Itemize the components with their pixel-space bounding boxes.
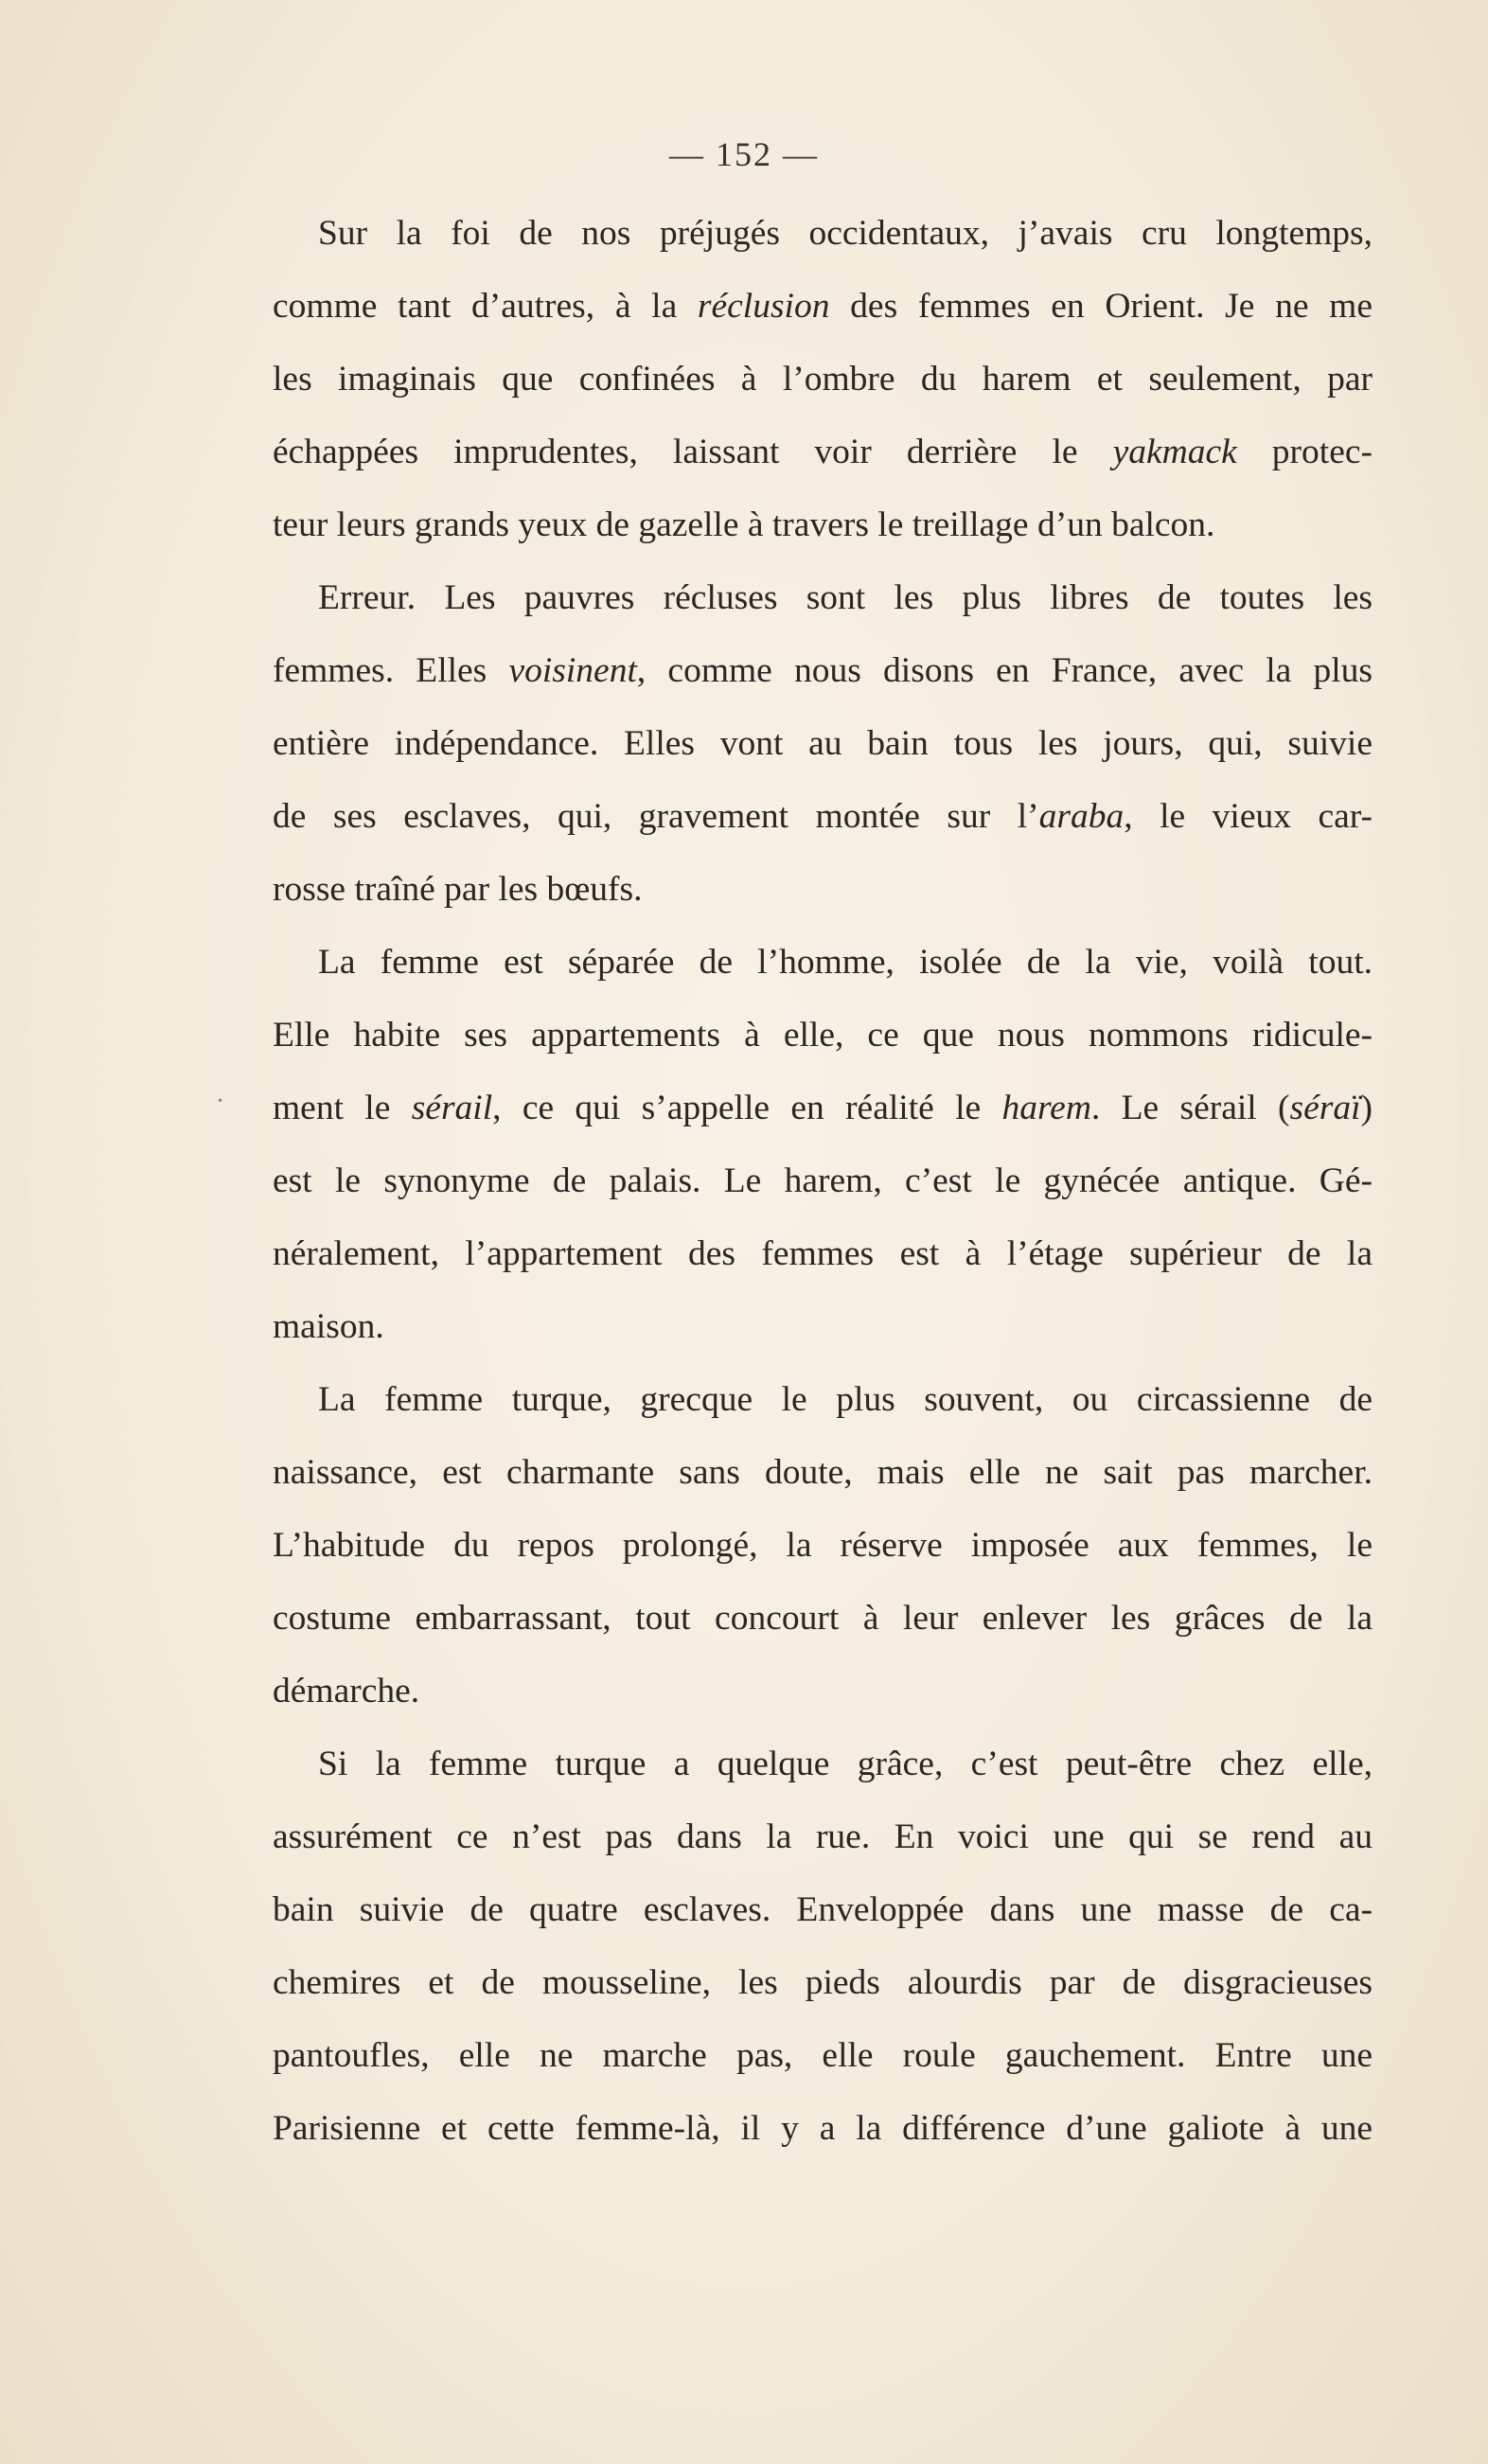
text-run: démarche. [273,1672,420,1711]
text-line [227,1873,1373,1946]
text-run: rosse traîné par les bœufs. [273,870,643,909]
text-run: Erreur. Les pauvres récluses sont les plus libres de toutes les [318,578,1373,617]
italic-term: araba [1038,797,1125,836]
text-line [227,853,1373,926]
text-run: ) [1360,1089,1373,1127]
text-line [227,1217,1373,1290]
italic-term: harem [1001,1089,1091,1127]
text-run: , le vieux car- [1124,797,1373,836]
text-line [227,343,1373,416]
text-line [227,634,1373,707]
paragraph [227,1363,1373,1728]
text-run: les imaginais que confinées à l’ombre du harem et seulement, par [273,360,1373,399]
text-line [227,999,1373,1072]
text-line [227,1144,1373,1217]
text-run: comme tant d’autres, à la [273,287,698,326]
page-number: — 152 — [669,135,819,173]
text-line [227,1655,1373,1728]
text-line [227,1363,1373,1436]
text-run: Parisienne et cette femme-là, il y a la différence d’une galiote à une [273,2109,1373,2148]
text-run: , ce qui s’appelle en réalité le [492,1089,1002,1127]
text-run: . Le sérail ( [1090,1089,1290,1127]
text-line [227,416,1373,488]
text-line [227,780,1373,853]
text-line [227,1728,1373,1800]
text-run: teur leurs grands yeux de gazelle à travers le treillage d’un balcon. [273,505,1215,544]
text-run: entière indépendance. Elles vont au bain tous les jours, qui, suivie [273,724,1373,763]
text-run: néralement, l’appartement des femmes est à l’étage supérieur de la [273,1234,1373,1273]
text-line [227,488,1373,561]
text-line [227,561,1373,634]
text-line [227,1436,1373,1509]
text-line [227,1946,1373,2019]
text-run: assurément ce n’est pas dans la rue. En voici une qui se rend au [273,1817,1373,1856]
text-run: La femme est séparée de l’homme, isolée de la vie, voilà tout. [318,943,1373,982]
text-line [227,1800,1373,1873]
text-line [227,926,1373,999]
text-run: L’habitude du repos prolongé, la réserve imposée aux femmes, le [273,1526,1373,1565]
italic-term: sérail [411,1089,493,1127]
text-line [227,1072,1373,1144]
text-line [227,707,1373,780]
italic-term: voisinent [508,651,637,690]
text-line [227,1582,1373,1655]
text-run: costume embarrassant, tout concourt à leur enlever les grâces de la [273,1599,1373,1638]
text-run: chemires et de mousseline, les pieds alourdis par de disgracieuses [273,1963,1373,2002]
text-run: est le synonyme de palais. Le harem, c’est le gynécée antique. Gé- [273,1161,1373,1200]
text-run: bain suivie de quatre esclaves. Enveloppée dans une masse de ca- [273,1890,1373,1929]
text-run: Elle habite ses appartements à elle, ce que nous nommons ridicule- [273,1016,1373,1055]
paragraph [227,1728,1373,2165]
text-line [227,270,1373,343]
text-run: naissance, est charmante sans doute, mais elle ne sait pas marcher. [273,1453,1373,1492]
italic-term: yakmack [1112,433,1237,471]
text-run: protec- [1236,433,1373,471]
text-run: , comme nous disons en France, avec la plus [636,651,1373,690]
text-run: des femmes en Orient. Je ne me [829,287,1373,326]
body-text [227,197,1373,2165]
text-run: ment le [273,1089,412,1127]
text-run: Sur la foi de nos préjugés occidentaux, j’avais cru longtemps, [318,214,1373,253]
text-run: échappées imprudentes, laissant voir derrière le [273,433,1113,471]
text-run: femmes. Elles [273,651,509,690]
paragraph [227,926,1373,1363]
text-run: maison. [273,1307,384,1346]
text-line [227,2019,1373,2092]
text-line [227,1509,1373,1582]
italic-term: réclusion [697,287,830,326]
margin-dot: · [216,1087,225,1116]
italic-term: séraï [1289,1089,1361,1127]
text-run: pantoufles, elle ne marche pas, elle roule gauchement. Entre une [273,2036,1373,2075]
text-run: de ses esclaves, qui, gravement montée sur l’ [273,797,1039,836]
text-line [227,1290,1373,1363]
text-line [227,2092,1373,2165]
paragraph [227,197,1373,561]
paragraph [227,561,1373,926]
text-run: La femme turque, grecque le plus souvent, ou circassienne de [318,1380,1373,1419]
text-run: Si la femme turque a quelque grâce, c’est peut-être chez elle, [318,1745,1373,1783]
text-line [227,197,1373,270]
